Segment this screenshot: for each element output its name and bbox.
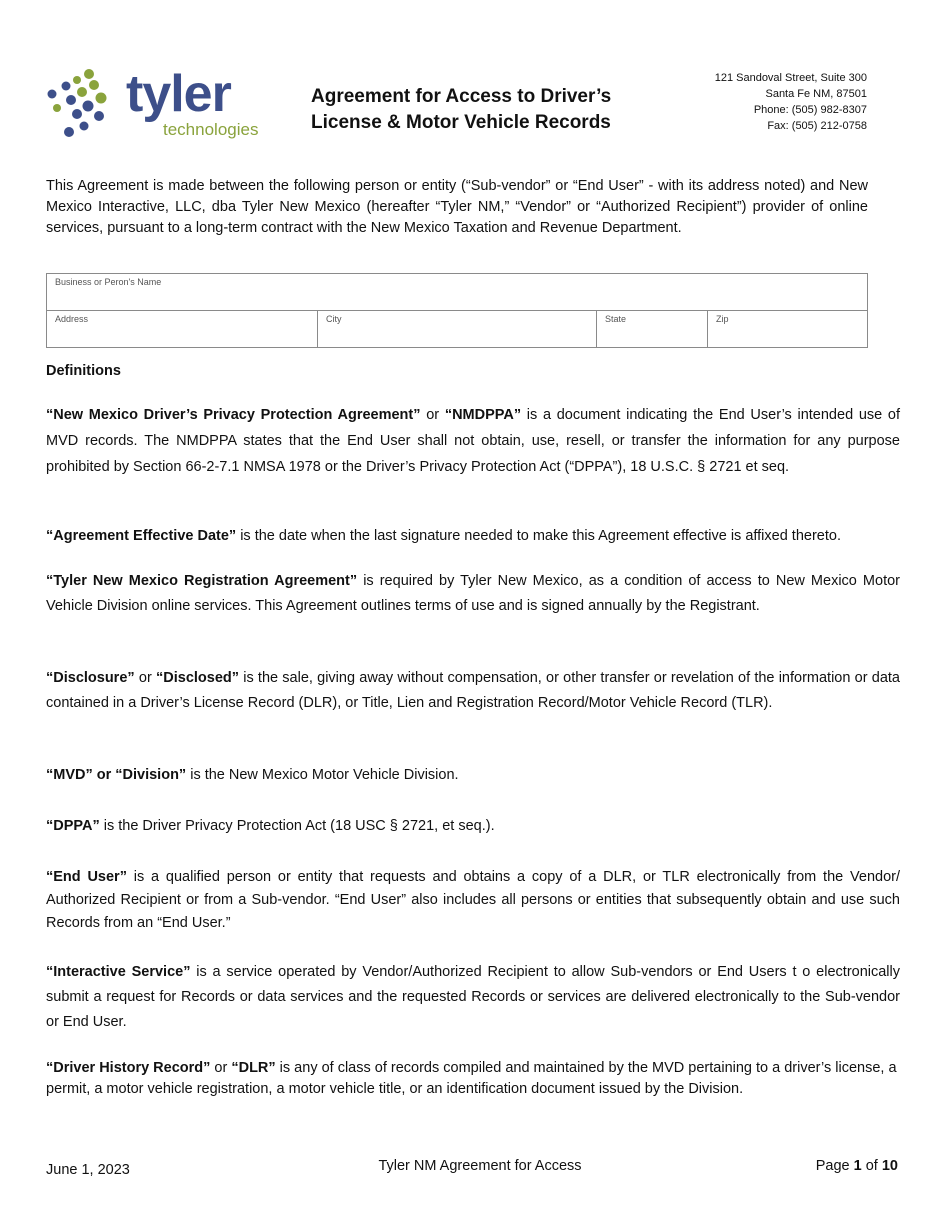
footer-title: Tyler NM Agreement for Access [378, 1158, 582, 1174]
definition-term: “Agreement Effective Date” [46, 528, 237, 544]
page-total: 10 [881, 1158, 898, 1174]
address-field[interactable] [47, 311, 318, 348]
address-line: 121 Sandoval Street, Suite 300 [714, 72, 867, 84]
city-field[interactable] [318, 311, 597, 348]
definition-term: “New Mexico Driver’s Privacy Protection Agreement” [46, 407, 421, 423]
definitions-heading: Definitions [46, 363, 121, 379]
definition-text: is the Driver Privacy Protection Act (18 USC § 2721, et seq.). [99, 818, 495, 834]
definition-term: “Tyler New Mexico Registration Agreement” [46, 573, 358, 589]
definition-term: “Disclosure” [46, 670, 135, 686]
definition-term: “NMDPPA” [444, 407, 522, 423]
definition-term: “End User” [46, 869, 127, 885]
intro-paragraph: This Agreement is made between the following person or entity (“Sub-vendor” or “End User” - with its address noted) and New Mexico Interactive, LLC, dba Tyler New Mexico (hereafter “Tyler NM,” “Vendor” or “Authorized Recipient”) provider of online services, pursuant to a long-term contract with the New Mexico Taxation and Revenue Department. [46, 178, 868, 236]
definition-end-user [46, 866, 900, 935]
company-address [640, 70, 867, 134]
definition-text: is a qualified person or entity that requests and obtains a copy of a DLR, or TLR electronically from the Vendor/ Authorized Recipient or from a Sub-vendor. “End User” also includes all persons or entities that subsequently obtain and use such Records from an “End User.” [46, 869, 900, 931]
definition-text: is required by Tyler New Mexico, as a condition of access to New Mexico Motor Vehicle Division online services. This Agreement outlines terms of use and is signed annually by the Registrant. [46, 573, 900, 614]
city-label: City [326, 314, 342, 324]
definition-dppa [46, 816, 900, 837]
address-line: Santa Fe NM, 87501 [765, 88, 867, 100]
fax-line: Fax: (505) 212-0758 [767, 120, 867, 132]
business-name-field[interactable] [47, 274, 867, 311]
definition-connector: or [134, 670, 156, 686]
zip-label: Zip [716, 314, 729, 324]
definition-term: “Driver History Record” [46, 1060, 211, 1076]
definition-text: is the New Mexico Motor Vehicle Division. [186, 767, 459, 783]
party-info-table [46, 273, 868, 348]
definition-text: is the date when the last signature needed to make this Agreement effective is affixed thereto. [236, 528, 841, 544]
definition-registration-agreement [46, 569, 900, 619]
definition-interactive-service [46, 960, 900, 1035]
page-number [700, 1156, 898, 1176]
definition-nmdppa [46, 402, 900, 480]
definition-text: is a document indicating the End User’s intended use of MVD records. The NMDPPA states that the End User shall not obtain, use, resell, or transfer the information for any purpose prohibited by Section 66-2-7.1 NMSA 1978 or the Driver’s Privacy Protection Act (“DPPA”), 18 U.S.C. § 2721 et seq. [46, 407, 901, 475]
zip-field[interactable] [708, 311, 867, 348]
definition-text: is a service operated by Vendor/Authorized Recipient to allow Sub-vendors or End Users t o electronically submit a request for Records or data services and the requested Records or services are delivered electronically to the Sub-vendor or End User. [46, 964, 900, 1030]
phone-line: Phone: (505) 982-8307 [753, 104, 867, 116]
definition-connector: or [420, 407, 445, 423]
definition-connector: or [210, 1060, 232, 1076]
definition-mvd [46, 765, 900, 786]
definition-dlr [46, 1058, 900, 1100]
definition-term: “Disclosed” [156, 670, 239, 686]
title-line-2: License & Motor Vehicle Records [311, 112, 611, 133]
page-current: 1 [853, 1158, 862, 1174]
footer-date: June 1, 2023 [46, 1162, 130, 1178]
definition-term: “DLR” [231, 1060, 276, 1076]
address-label: Address [55, 314, 89, 324]
logo-wordmark: tyler [126, 65, 231, 123]
tyler-logo-mark [44, 68, 124, 140]
business-name-label: Business or Peron's Name [55, 277, 162, 287]
page-prefix: Page [815, 1158, 854, 1174]
definition-effective-date [46, 526, 900, 547]
logo-subtext: technologies [163, 120, 259, 139]
definition-term: “MVD” or “Division” [46, 767, 187, 783]
page-of: of [861, 1158, 882, 1174]
definition-term: “Interactive Service” [46, 964, 191, 980]
definition-disclosure [46, 666, 900, 716]
state-field[interactable] [597, 311, 708, 348]
definition-text: is any of class of records compiled and maintained by the MVD pertaining to a driver’s license, a permit, a motor vehicle registration, a motor vehicle title, or an identification document issued by the Division. [46, 1060, 897, 1097]
state-label: State [605, 314, 627, 324]
definition-text: is the sale, giving away without compensation, or other transfer or revelation of the information or data contained in a Driver’s License Record (DLR), or Title, Lien and Registration Record/Motor Vehicle Record (TLR). [46, 670, 900, 711]
definition-term: “DPPA” [46, 818, 100, 834]
title-line-1: Agreement for Access to Driver’s [311, 86, 612, 107]
document-title [311, 84, 641, 136]
